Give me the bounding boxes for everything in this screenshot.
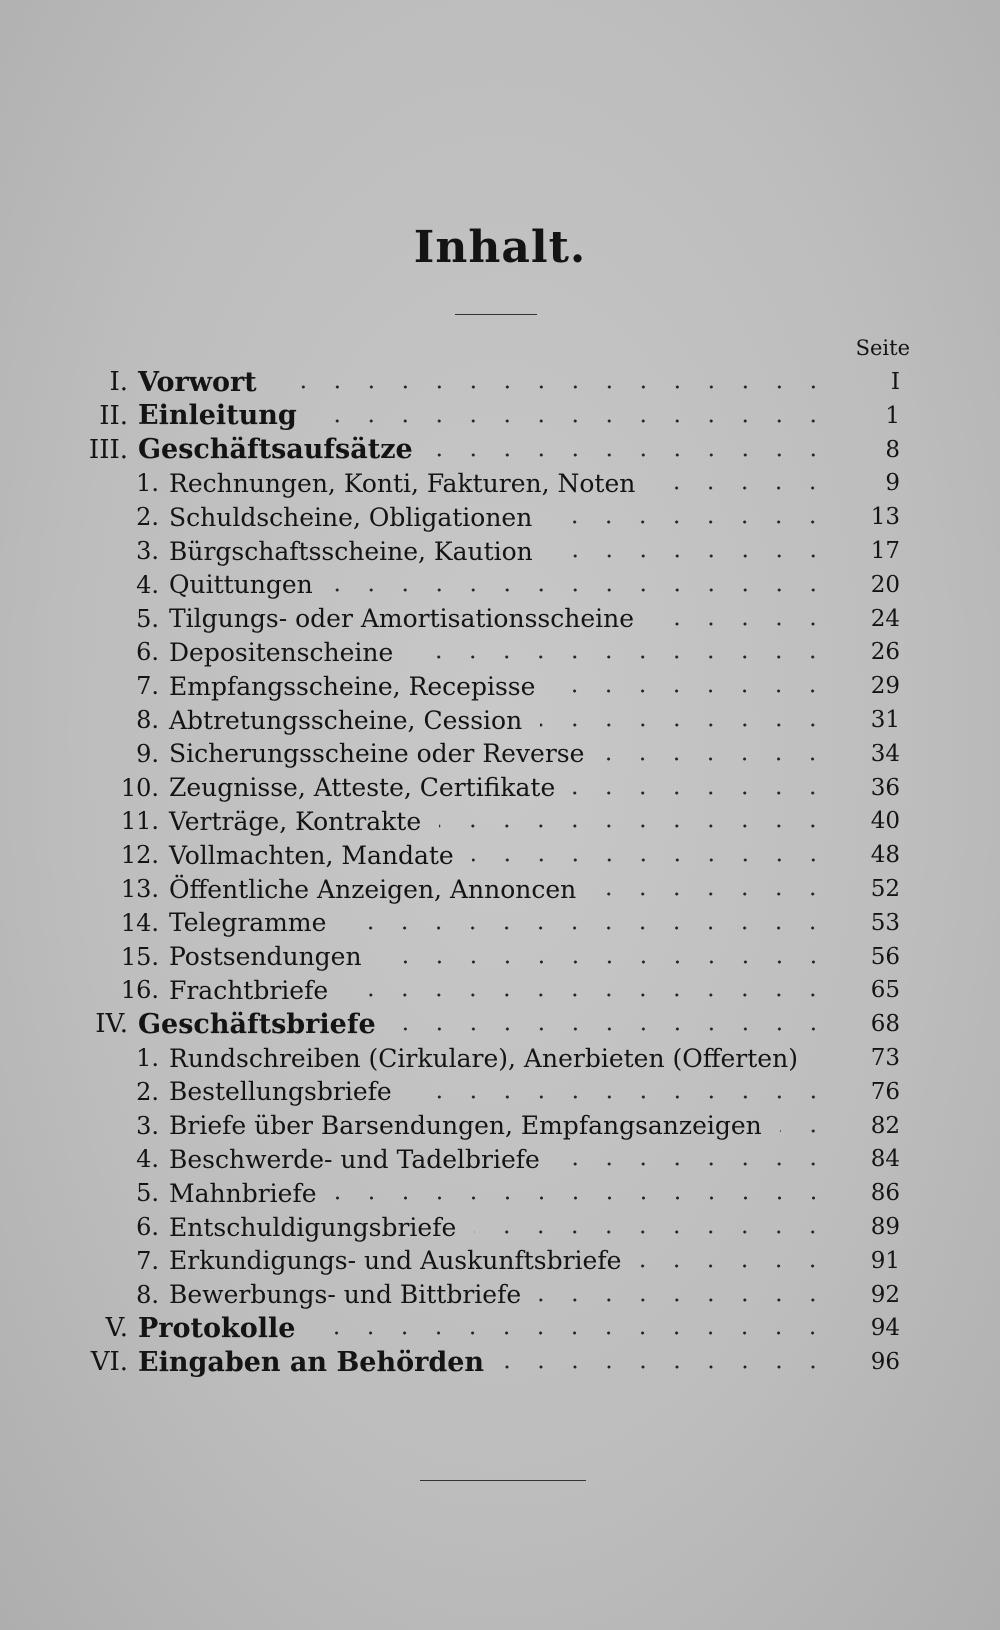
- toc-entry-page: 8: [885, 436, 900, 463]
- dot-leader: [553, 688, 830, 694]
- toc-subsection: [0, 838, 1000, 872]
- toc-entry-title: Öffentliche Anzeigen, Annoncen: [169, 874, 577, 904]
- toc-subsection: [0, 1142, 1000, 1176]
- toc-entry-number: 3.: [136, 1111, 159, 1140]
- toc-entry-number: V.: [105, 1313, 128, 1344]
- toc-entry-page: 34: [870, 740, 900, 767]
- toc-subsection: [0, 635, 1000, 669]
- toc-entry-title: Depositenscheine: [169, 637, 394, 667]
- toc-entry-number: 4.: [136, 570, 159, 599]
- toc-entry-number: 15.: [120, 942, 159, 971]
- toc-subsection: [0, 568, 1000, 602]
- toc-entry-title: Postsendungen: [169, 942, 362, 972]
- toc-entry-page: 9: [885, 470, 900, 497]
- toc-entry-page: 1: [885, 402, 900, 429]
- dot-leader: [346, 992, 830, 998]
- toc-entry-number: 5.: [136, 1179, 159, 1208]
- toc-entry-page: 13: [870, 504, 900, 531]
- toc-entry-page: 65: [870, 977, 900, 1004]
- dot-leader: [331, 587, 830, 593]
- toc-entry-title: Tilgungs- oder Amortisationsscheine: [169, 604, 635, 634]
- toc-section: [0, 1345, 1000, 1379]
- toc-subsection: [0, 973, 1000, 1007]
- toc-entry-title: Bestellungsbriefe: [169, 1077, 392, 1107]
- toc-entry-title: Eingaben an Behörden: [138, 1346, 485, 1378]
- toc-subsection: [0, 1278, 1000, 1312]
- toc-entry-number: 8.: [136, 706, 159, 734]
- toc-entry-page: 52: [870, 876, 900, 902]
- toc-entry-title: Quittungen: [169, 570, 313, 600]
- toc-entry-title: Beschwerde- und Tadelbriefe: [169, 1144, 540, 1174]
- toc-section: [0, 399, 1000, 433]
- toc-entry-number: 16.: [120, 976, 159, 1005]
- dot-leader: [540, 722, 830, 728]
- toc-entry-title: Erkundigungs- und Auskunftsbriefe: [169, 1246, 622, 1276]
- toc-entry-title: Telegramme: [169, 908, 327, 938]
- toc-entry-page: 89: [870, 1214, 900, 1240]
- dot-leader: [502, 1364, 830, 1370]
- toc-entry-title: Zeugnisse, Atteste, Certifikate: [169, 773, 556, 803]
- toc-entry-title: Schuldscheine, Obligationen: [169, 502, 533, 532]
- toc-entry-number: 2.: [136, 1077, 159, 1106]
- toc-entry-number: 14.: [120, 908, 159, 937]
- toc-entry-number: 12.: [120, 841, 159, 870]
- toc-entry-number: 4.: [136, 1145, 159, 1174]
- toc-subsection: [0, 500, 1000, 534]
- toc-subsection: [0, 1109, 1000, 1143]
- dot-leader: [653, 485, 830, 491]
- toc-entry-page: 53: [870, 909, 900, 936]
- toc-subsection: [0, 872, 1000, 906]
- toc-subsection: [0, 703, 1000, 737]
- toc-entry-title: Rundschreiben (Cirkulare), Anerbieten (Offerten): [169, 1043, 798, 1073]
- toc-entry-page: 73: [870, 1045, 900, 1071]
- dot-leader: [344, 925, 830, 931]
- toc-entry-title: Frachtbriefe: [169, 975, 329, 1005]
- toc-subsection: [0, 771, 1000, 805]
- toc-entry-number: 1.: [136, 469, 159, 498]
- dot-leader: [639, 1263, 830, 1269]
- toc-entry-title: Abtretungsscheine, Cession: [169, 705, 523, 735]
- toc-entry-number: 9.: [136, 739, 159, 768]
- toc-entry-number: 1.: [136, 1044, 159, 1072]
- toc-entry-title: Einleitung: [138, 400, 297, 432]
- page-column-header: Seite: [855, 336, 910, 360]
- toc-subsection: [0, 1041, 1000, 1075]
- toc-entry-title: Sicherungsscheine oder Reverse: [169, 739, 585, 769]
- toc-entry-title: Rechnungen, Konti, Fakturen, Noten: [169, 468, 636, 498]
- toc-subsection: [0, 1244, 1000, 1278]
- toc-entry-number: 10.: [120, 773, 159, 802]
- toc-entry-page: 96: [870, 1349, 900, 1376]
- toc-entry-page: 68: [870, 1011, 900, 1038]
- dot-leader: [335, 1195, 831, 1201]
- page-title: Inhalt.: [413, 222, 587, 273]
- toc-subsection: [0, 602, 1000, 636]
- dot-leader: [394, 1026, 830, 1032]
- toc-section: [0, 365, 1000, 399]
- toc-entry-number: IV.: [95, 1009, 128, 1040]
- dot-leader: [313, 1330, 830, 1336]
- toc-subsection: [0, 1176, 1000, 1210]
- toc-entry-title: Vorwort: [138, 366, 257, 398]
- toc-subsection: [0, 1075, 1000, 1109]
- toc-entry-title: Bewerbungs- und Bittbriefe: [169, 1280, 522, 1310]
- toc-entry-title: Geschäftsbriefe: [138, 1008, 376, 1040]
- toc-entry-title: Briefe über Barsendungen, Empfangsanzeigen: [169, 1111, 762, 1141]
- toc-entry-page: 84: [870, 1146, 900, 1173]
- toc-subsection: [0, 534, 1000, 568]
- toc-entry-title: Protokolle: [138, 1312, 296, 1344]
- dot-leader: [551, 553, 830, 559]
- toc-entry-number: II.: [99, 400, 128, 431]
- toc-entry-page: 31: [870, 707, 900, 733]
- toc-entry-page: 56: [870, 943, 900, 970]
- dot-leader: [539, 1297, 830, 1303]
- toc-entry-number: 13.: [120, 875, 159, 903]
- dot-leader: [410, 1094, 830, 1100]
- toc-entry-title: Geschäftsaufsätze: [138, 434, 413, 466]
- dot-leader: [602, 756, 830, 762]
- toc-entry-page: 26: [870, 639, 900, 666]
- toc-entry-title: Bürgschaftsscheine, Kaution: [169, 536, 533, 566]
- toc-entry-number: 6.: [136, 638, 159, 667]
- toc-entry-title: Entschuldigungsbriefe: [169, 1212, 457, 1242]
- toc-entry-number: I.: [109, 367, 128, 397]
- title-divider: [455, 314, 537, 315]
- toc-entry-page: I: [890, 369, 900, 395]
- dot-leader: [472, 857, 830, 863]
- toc-entry-page: 86: [870, 1180, 900, 1207]
- toc-entry-number: 7.: [136, 1246, 159, 1275]
- toc-subsection: [0, 466, 1000, 500]
- toc-entry-title: Empfangsscheine, Recepisse: [169, 671, 536, 701]
- toc-subsection: [0, 940, 1000, 974]
- toc-entry-page: 29: [870, 673, 900, 700]
- toc-entry-page: 92: [870, 1281, 900, 1308]
- toc-entry-page: 48: [870, 842, 900, 869]
- toc-entry-page: 82: [870, 1112, 900, 1139]
- toc-entry-page: 40: [870, 808, 900, 835]
- toc-entry-number: 7.: [136, 672, 159, 701]
- toc-entry-page: 91: [870, 1247, 900, 1274]
- dot-leader: [558, 1161, 830, 1167]
- dot-leader: [474, 1229, 830, 1235]
- toc-entry-number: VI.: [90, 1347, 128, 1378]
- toc-entry-page: 94: [870, 1315, 900, 1342]
- toc-entry-title: Vollmachten, Mandate: [169, 840, 454, 870]
- toc-entry-page: 20: [870, 571, 900, 598]
- toc-section: [0, 1007, 1000, 1041]
- toc-entry-page: 17: [870, 538, 900, 564]
- dot-leader: [431, 452, 830, 458]
- toc-subsection: [0, 1210, 1000, 1244]
- dot-leader: [550, 519, 830, 525]
- toc-entry-title: Mahnbriefe: [169, 1178, 317, 1208]
- dot-leader: [652, 621, 830, 627]
- toc-entry-number: 2.: [136, 503, 159, 532]
- toc-entry-title: Verträge, Kontrakte: [169, 806, 422, 836]
- toc-entry-number: 8.: [136, 1280, 159, 1309]
- dot-leader: [315, 418, 830, 424]
- dot-leader: [275, 384, 830, 390]
- toc-entry-number: 5.: [136, 604, 159, 633]
- dot-leader: [380, 959, 830, 965]
- dot-leader: [816, 1060, 830, 1066]
- toc-entry-number: III.: [88, 434, 128, 465]
- toc-entry-number: 6.: [136, 1213, 159, 1241]
- toc-section: [0, 1311, 1000, 1345]
- bottom-divider: [420, 1480, 586, 1481]
- toc-subsection: [0, 906, 1000, 940]
- toc-entry-number: 11.: [120, 807, 159, 836]
- dot-leader: [573, 790, 830, 796]
- toc-entry-page: 36: [870, 774, 900, 801]
- toc-entry-page: 24: [870, 605, 900, 632]
- dot-leader: [780, 1128, 830, 1134]
- dot-leader: [594, 891, 830, 897]
- toc-section: [0, 433, 1000, 467]
- toc-subsection: [0, 737, 1000, 771]
- toc-subsection: [0, 804, 1000, 838]
- toc-subsection: [0, 669, 1000, 703]
- dot-leader: [411, 654, 830, 660]
- toc-entry-page: 76: [870, 1078, 900, 1105]
- toc-entry-number: 3.: [136, 537, 159, 565]
- dot-leader: [439, 823, 830, 829]
